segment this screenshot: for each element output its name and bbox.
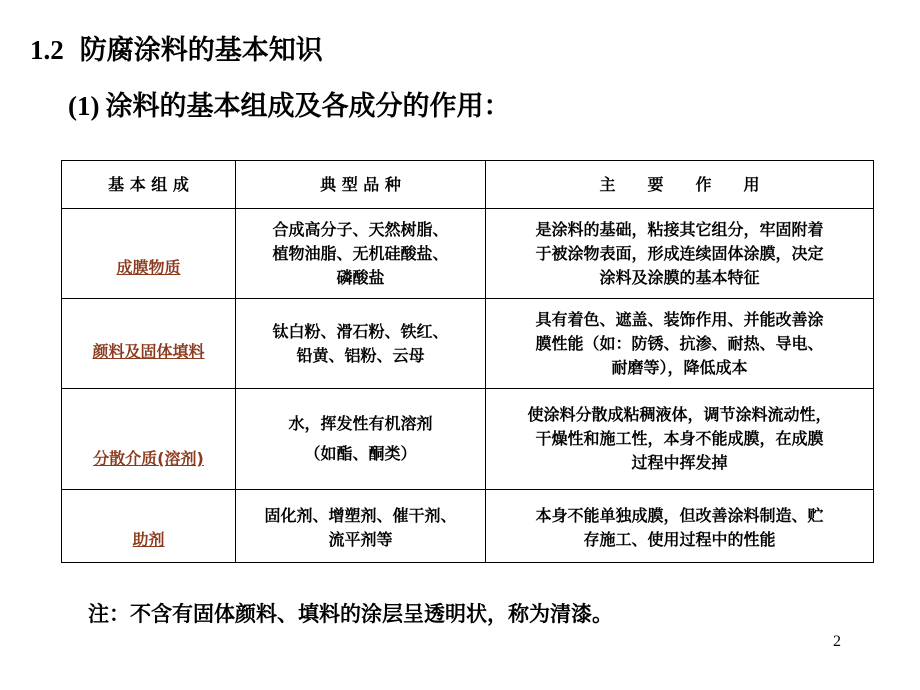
roles-cell (486, 299, 874, 389)
roles-line: 本身不能单独成膜，但改善涂料制造、贮 (535, 506, 824, 525)
table-row (62, 389, 874, 490)
roles-line: 干燥性和施工性，本身不能成膜，在成膜 (535, 429, 824, 448)
header-component: 基 本 组 成 (62, 161, 236, 209)
examples-cell (236, 389, 486, 490)
roles-line: 具有着色、遮盖、装饰作用、并能改善涂 (535, 309, 824, 329)
page-number: 2 (833, 633, 841, 650)
composition-table (61, 160, 874, 563)
section-number: 1.2 (30, 35, 64, 65)
examples-line: 铅黄、铝粉、云母 (296, 345, 425, 365)
examples-cell (236, 299, 486, 389)
roles-cell (486, 389, 874, 490)
roles-line: 过程中挥发掉 (631, 453, 728, 472)
section-title: 防腐涂料的基本知识 (79, 35, 323, 66)
section-heading (30, 28, 323, 67)
component-cell (62, 389, 236, 490)
subsection-number: (1) (68, 91, 100, 121)
roles-line: 使涂料分散成粘稠液体，调节涂料流动性， (527, 405, 832, 424)
roles-line: 膜性能（如：防锈、抗渗、耐热、导电、 (535, 333, 824, 353)
component-link[interactable]: 助剂 (132, 530, 165, 549)
header-examples: 典 型 品 种 (236, 161, 486, 209)
examples-line: （如酯、酮类） (304, 444, 417, 463)
examples-cell (236, 490, 486, 563)
roles-line: 涂料及涂膜的基本特征 (599, 267, 760, 287)
footnote: 注：不含有固体颜料、填料的涂层呈透明状，称为清漆。 (88, 601, 613, 626)
roles-cell (486, 490, 874, 563)
table-header-row (62, 161, 874, 209)
subsection-heading (68, 84, 510, 123)
component-link[interactable]: 成膜物质 (116, 257, 181, 277)
roles-cell (486, 209, 874, 299)
examples-line: 植物油脂、无机硅酸盐、 (272, 243, 449, 263)
component-link[interactable]: 颜料及固体填料 (92, 341, 205, 361)
roles-line: 耐磨等），降低成本 (611, 357, 748, 377)
examples-line: 固化剂、增塑剂、催干剂、 (264, 506, 457, 525)
examples-line: 流平剂等 (328, 530, 393, 549)
header-roles: 主 要 作 用 (486, 161, 874, 209)
roles-line: 是涂料的基础，粘接其它组分，牢固附着 (535, 219, 824, 239)
roles-line: 存施工、使用过程中的性能 (583, 530, 776, 549)
examples-line: 合成高分子、天然树脂、 (272, 219, 449, 239)
table-row (62, 299, 874, 389)
component-cell (62, 209, 236, 299)
component-cell (62, 490, 236, 563)
examples-line: 水，挥发性有机溶剂 (288, 414, 433, 433)
table-row (62, 209, 874, 299)
subsection-title: 涂料的基本组成及各成分的作用： (105, 91, 511, 122)
examples-line: 磷酸盐 (336, 267, 385, 287)
roles-line: 于被涂物表面，形成连续固体涂膜，决定 (535, 243, 824, 263)
component-cell (62, 299, 236, 389)
component-link[interactable]: 分散介质(溶剂) (93, 449, 204, 468)
examples-cell (236, 209, 486, 299)
table-row (62, 490, 874, 563)
examples-line: 钛白粉、滑石粉、铁红、 (272, 321, 449, 341)
